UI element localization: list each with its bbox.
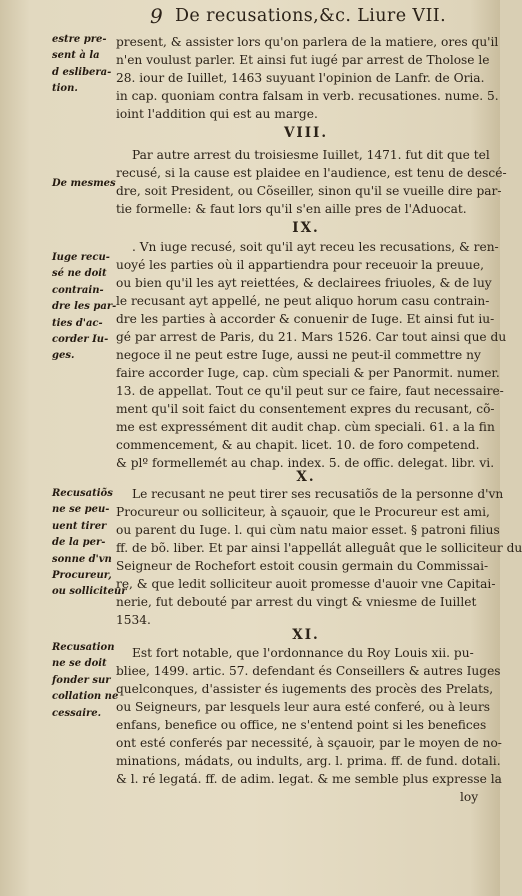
text-line: in cap. quoniam contra falsam in verb. recusationes. nume. 5. [116,89,499,103]
margin-note-line: ges. [52,350,75,362]
text-line: enfans, benefice ou office, ne s'entend point si les benefices [116,718,487,732]
margin-note-line: corder Iu- [52,333,109,345]
text-line: 28. iour de Iuillet, 1463 suyuant l'opinion de Lanfr. de Oria. [116,71,485,85]
margin-note-3 [52,250,116,365]
text-line: ff. de bõ. liber. Et par ainsi l'appellát alleguât que le solliciteur du [116,541,522,555]
text-line: Est fort notable, que l'ordonnance du Roy Louis xii. pu- [132,646,474,660]
text-line: uoyé les parties où il appartiendra pour receuoir la preuue, [116,258,484,272]
margin-note-line: ou solliciteur [52,586,127,598]
text-line: minations, mádats, ou indults, arg. l. prima. ff. de fund. dotali. [116,754,501,768]
text-line: 1534. [116,613,151,627]
margin-note-line: tion. [52,83,78,95]
section-heading: VIII. [283,125,329,141]
text-line: ou bien qu'il les ayt reiettées, & declairees friuoles, & de luy [116,276,492,290]
margin-note-line: uent tirer [52,520,107,532]
text-line: tie formelle: & faut lors qu'il s'en aille pres de l'Aduocat. [116,202,467,216]
margin-note-line: contrain- [52,284,104,296]
margin-note-2 [52,176,116,192]
text-line: negoce il ne peut estre Iuge, aussi ne peut-il commettre ny [116,348,481,362]
text-line: 13. de appellat. Tout ce qu'il peut sur ce faire, faut necessaire- [116,384,504,398]
margin-note-line: collation ne [52,691,119,703]
margin-note-line: sé ne doit [52,268,107,280]
section-heading: IX. [292,220,320,236]
running-title: De recusations,&c. Liure VII. [175,6,447,26]
text-line: Le recusant ne peut tirer ses recusatiõs de la personne d'vn [132,487,504,501]
margin-note-line: De mesmes [52,178,116,189]
section-heading: X. [296,469,316,485]
text-line: faire accorder Iuge, cap. cùm speciali & per Panormit. numer. [116,366,500,380]
margin-note-line: d eslibera- [52,66,112,78]
text-line: & plº formellemét au chap. index. 5. de offic. delegat. libr. vi. [116,456,495,470]
margin-note-1 [52,32,116,98]
text-line: ont esté conferés par necessité, à sçauoir, par le moyen de no- [116,736,502,750]
text-line: dre les parties à accorder & conuenir de Iuge. Et ainsi fut iu- [116,312,495,326]
text-line: quelconques, d'assister és iugements des procès des Prelats, [116,682,494,696]
margin-note-line: de la per- [52,537,106,549]
margin-note-line: ne se doit [52,658,107,670]
text-line: Seigneur de Rochefort estoit cousin germain du Commissai- [116,559,489,573]
margin-note-line: Iuge recu- [52,252,110,263]
text-line: bliee, 1499. artic. 57. defendant és Conseillers & autres Iuges [116,664,501,678]
page-number: 9 [150,4,163,28]
text-line: dre, soit President, ou Cõseiller, sinon qu'il se vueille dire par- [116,184,502,198]
margin-note-line: dre les par- [52,301,117,313]
margin-note-line: sent à la [52,50,100,62]
text-line: le recusant ayt appellé, ne peut aliquo horum casu contrain- [116,294,490,308]
margin-note-5 [52,640,119,722]
page-header [0,4,500,28]
text-line: commencement, & au chapit. licet. 10. de foro competend. [116,438,480,452]
margin-note-line: Recusatiõs [52,488,113,499]
text-line: ou Seigneurs, par lesquels leur aura esté conferé, ou à leurs [116,700,491,714]
text-line: present, & assister lors qu'on parlera de la matiere, ores qu'il [116,35,499,49]
margin-note-line: ties d'ac- [52,317,103,329]
margin-note-line: estre pre- [52,34,107,45]
catchword: loy [460,790,479,804]
margin-note-line: ne se peu- [52,504,110,516]
margin-note-line: Recusation [52,642,115,653]
text-line: ou parent du Iuge. l. qui cùm natu maior esset. § patroni filius [116,523,500,537]
text-line: recusé, si la cause est plaidee en l'audience, est tenu de descé- [116,166,507,180]
text-line: . Vn iuge recusé, soit qu'il ayt receu les recusations, & ren- [132,240,499,254]
margin-note-line: cessaire. [52,707,102,719]
margin-note-line: fonder sur [52,674,111,686]
section-heading: XI. [292,627,320,643]
margin-note-line: sonne d'vn [52,553,112,565]
text-line: re, & que ledit solliciteur auoit promesse d'auoir vne Capitai- [116,577,496,591]
text-line: Procureur ou solliciteur, à sçauoir, que le Procureur est ami, [116,505,490,519]
text-line: nerie, fut debouté par arrest du vingt & vniesme de Iuillet [116,595,477,609]
text-line: ioint l'addition qui est au marge. [116,107,318,121]
margin-note-4 [52,486,127,601]
text-line: Par autre arrest du troisiesme Iuillet, 1471. fut dit que tel [132,148,490,162]
text-line: me est expressément dit audit chap. cùm speciali. 61. a la fin [116,420,495,434]
text-line: gé par arrest de Paris, du 21. Mars 1526. Car tout ainsi que du [116,330,507,344]
margin-note-line: Procureur, [52,569,112,581]
text-line: ment qu'il soit faict du consentement expres du recusant, cõ- [116,402,495,416]
text-line: n'en voulust parler. Et ainsi fut iugé par arrest de Tholose le [116,53,490,67]
text-line: & l. ré legatá. ff. de adim. legat. & me semble plus expresse la [116,772,502,786]
